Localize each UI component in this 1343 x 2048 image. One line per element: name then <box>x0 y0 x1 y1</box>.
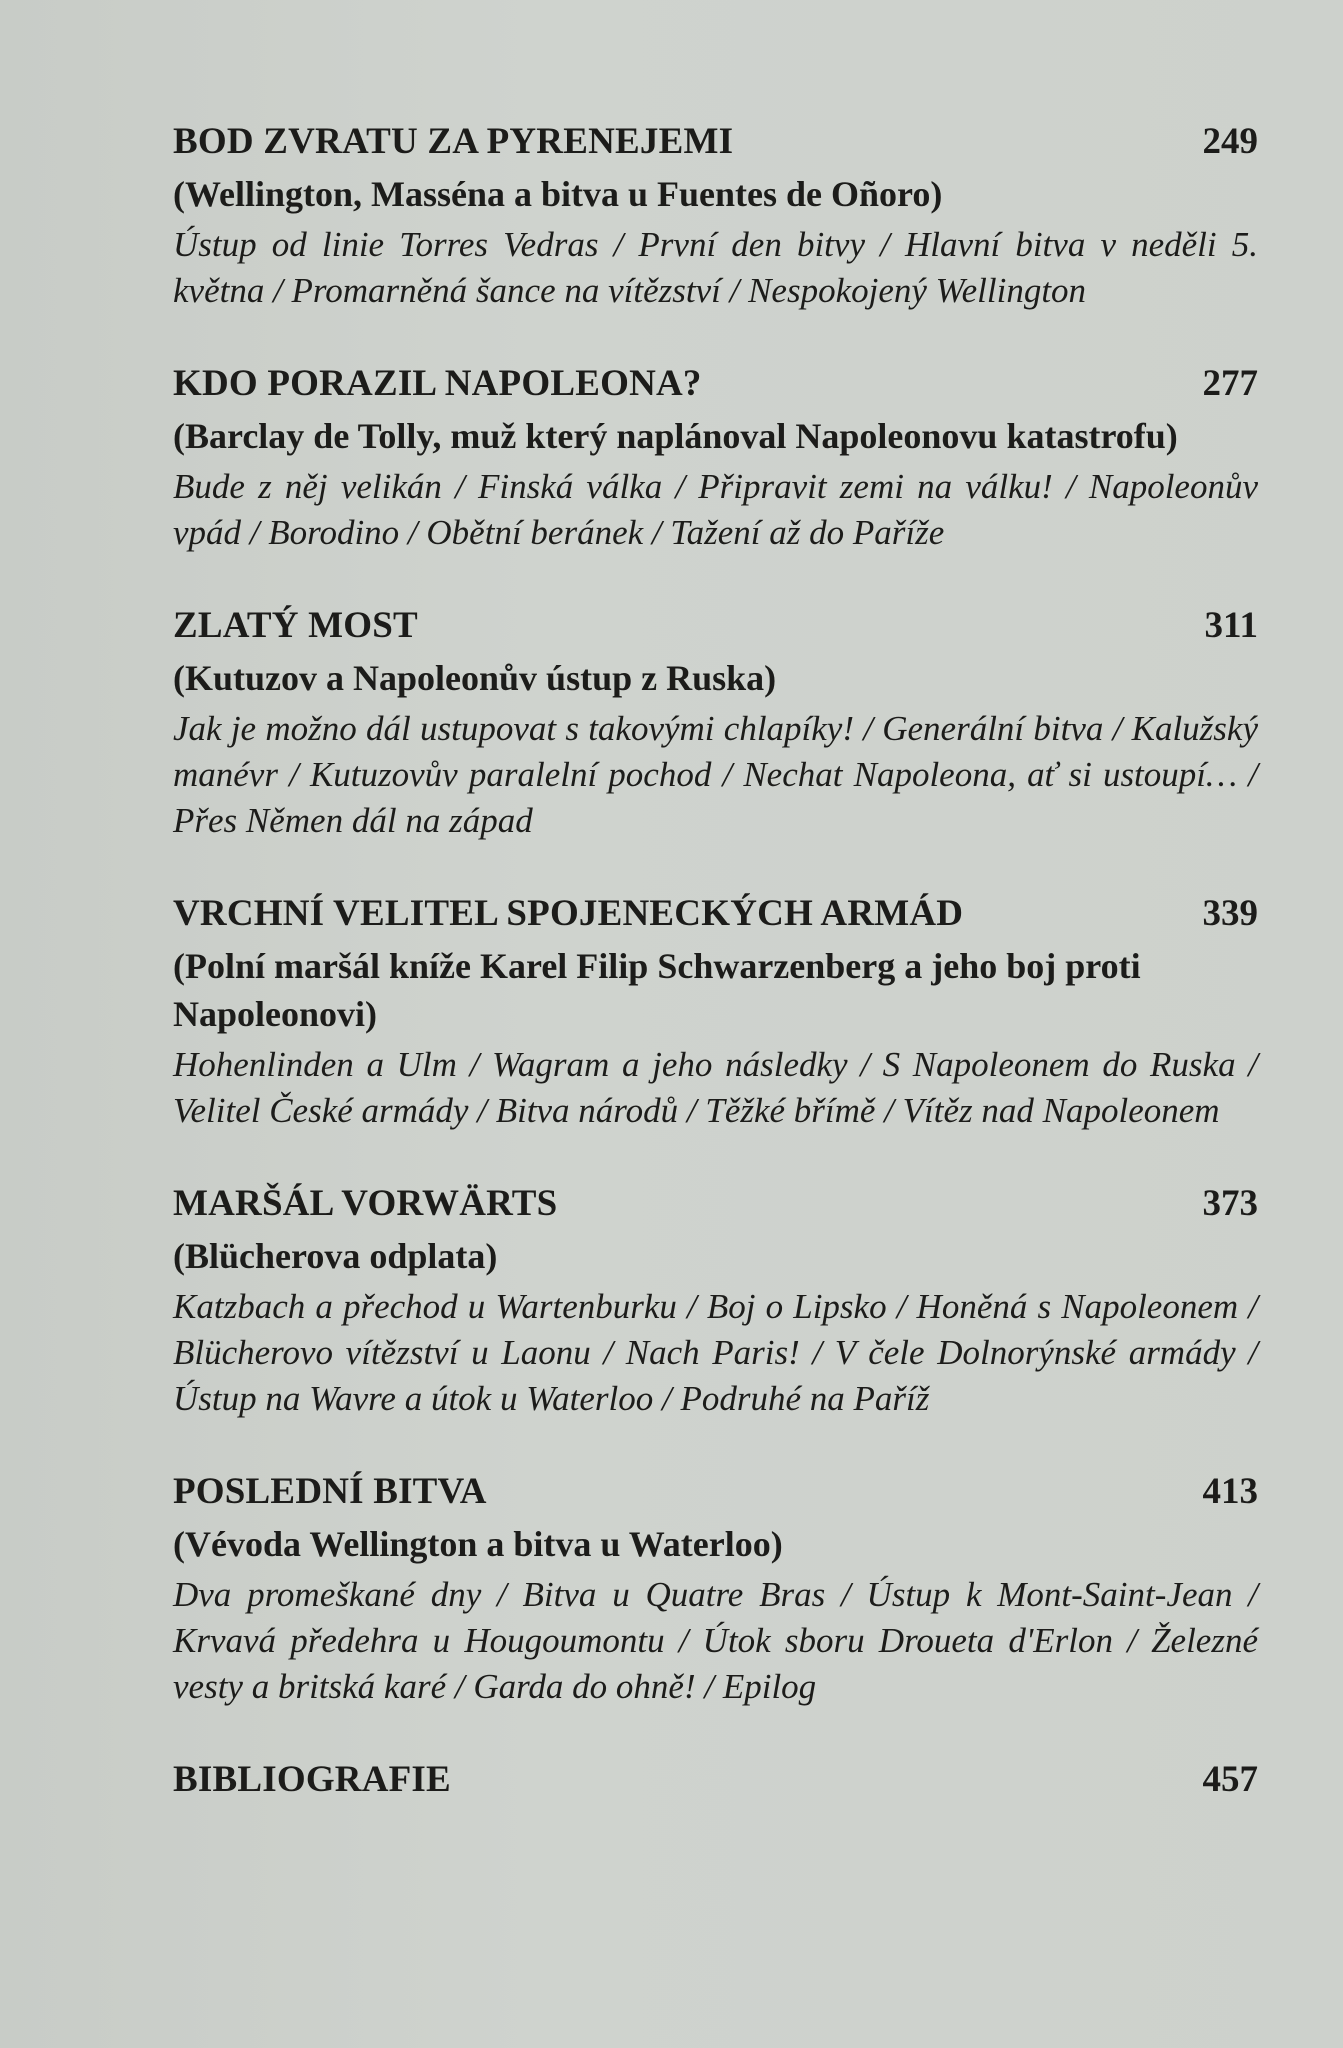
page-number: 277 <box>1202 363 1258 404</box>
toc-entry-header <box>173 890 1258 938</box>
bibliography-title: BIBLIOGRAFIE <box>173 1759 451 1800</box>
chapter-sections: Jak je možno dál ustupovat s takovými chlapíky! / Generální bitva / Kalužský manévr / Kutuzovův paralelní pochod / Nechat Napoleona, ať si ustoupí… / Přes Němen dál na západ <box>173 709 1258 840</box>
chapter-title: POSLEDNÍ BITVA <box>173 1471 487 1512</box>
page-number: 249 <box>1202 121 1258 162</box>
chapter-title: KDO PORAZIL NAPOLEONA? <box>173 363 702 404</box>
toc-entry <box>173 360 1258 556</box>
chapter-title: VRCHNÍ VELITEL SPOJENECKÝCH ARMÁD <box>173 893 964 934</box>
toc-entry-header <box>173 360 1258 408</box>
page-number: 373 <box>1202 1183 1258 1224</box>
page-number: 311 <box>1204 605 1258 646</box>
toc-entry-header <box>173 118 1258 166</box>
toc-entry-header <box>173 1468 1258 1516</box>
chapter-subtitle: (Blücherova odplata) <box>173 1236 498 1276</box>
chapter-sections: Hohenlinden a Ulm / Wagram a jeho následky / S Napoleonem do Ruska / Velitel České armády / Bitva národů / Těžké břímě / Vítěz nad Napoleonem <box>173 1045 1258 1130</box>
toc-entry <box>173 1468 1258 1710</box>
toc-entry <box>173 890 1258 1134</box>
chapter-title: MARŠÁL VORWÄRTS <box>173 1183 558 1224</box>
chapter-subtitle: (Vévoda Wellington a bitva u Waterloo) <box>173 1524 783 1564</box>
page-number: 457 <box>1202 1759 1258 1800</box>
chapter-subtitle: (Polní maršál kníže Karel Filip Schwarzenberg a jeho boj proti Napoleonovi) <box>173 946 1141 1034</box>
toc-entry-header <box>173 602 1258 650</box>
chapter-title: BOD ZVRATU ZA PYRENEJEMI <box>173 121 734 162</box>
toc-entry <box>173 1180 1258 1422</box>
chapter-subtitle: (Kutuzov a Napoleonův ústup z Ruska) <box>173 658 777 698</box>
chapter-sections: Ústup od linie Torres Vedras / První den bitvy / Hlavní bitva v neděli 5. května / Promarněná šance na vítězství / Nespokojený Wellington <box>173 225 1258 310</box>
chapter-sections: Bude z něj velikán / Finská válka / Připravit zemi na válku! / Napoleonův vpád / Borodino / Obětní beránek / Tažení až do Paříže <box>173 467 1258 552</box>
chapter-sections: Dva promeškané dny / Bitva u Quatre Bras / Ústup k Mont-Saint-Jean / Krvavá předehra u Hougoumontu / Útok sboru Droueta d'Erlon / Železné vesty a britská karé / Garda do ohně! / Epilog <box>173 1575 1258 1706</box>
table-of-contents <box>173 118 1258 1850</box>
page-number: 413 <box>1202 1471 1258 1512</box>
chapter-subtitle: (Barclay de Tolly, muž který naplánoval Napoleonovu katastrofu) <box>173 416 1178 456</box>
chapter-sections: Katzbach a přechod u Wartenburku / Boj o Lipsko / Honěná s Napoleonem / Blücherovo vítězství u Laonu / Nach Paris! / V čele Dolnorýnské armády / Ústup na Wavre a útok u Waterloo / Podruhé na Paříž <box>173 1287 1258 1418</box>
toc-entry-bibliography <box>173 1756 1258 1804</box>
toc-entry <box>173 118 1258 314</box>
chapter-subtitle: (Wellington, Masséna a bitva u Fuentes de Oñoro) <box>173 174 943 214</box>
chapter-title: ZLATÝ MOST <box>173 605 418 646</box>
toc-entry-header <box>173 1180 1258 1228</box>
toc-entry <box>173 602 1258 844</box>
toc-entry-header <box>173 1756 1258 1804</box>
page-number: 339 <box>1202 893 1258 934</box>
